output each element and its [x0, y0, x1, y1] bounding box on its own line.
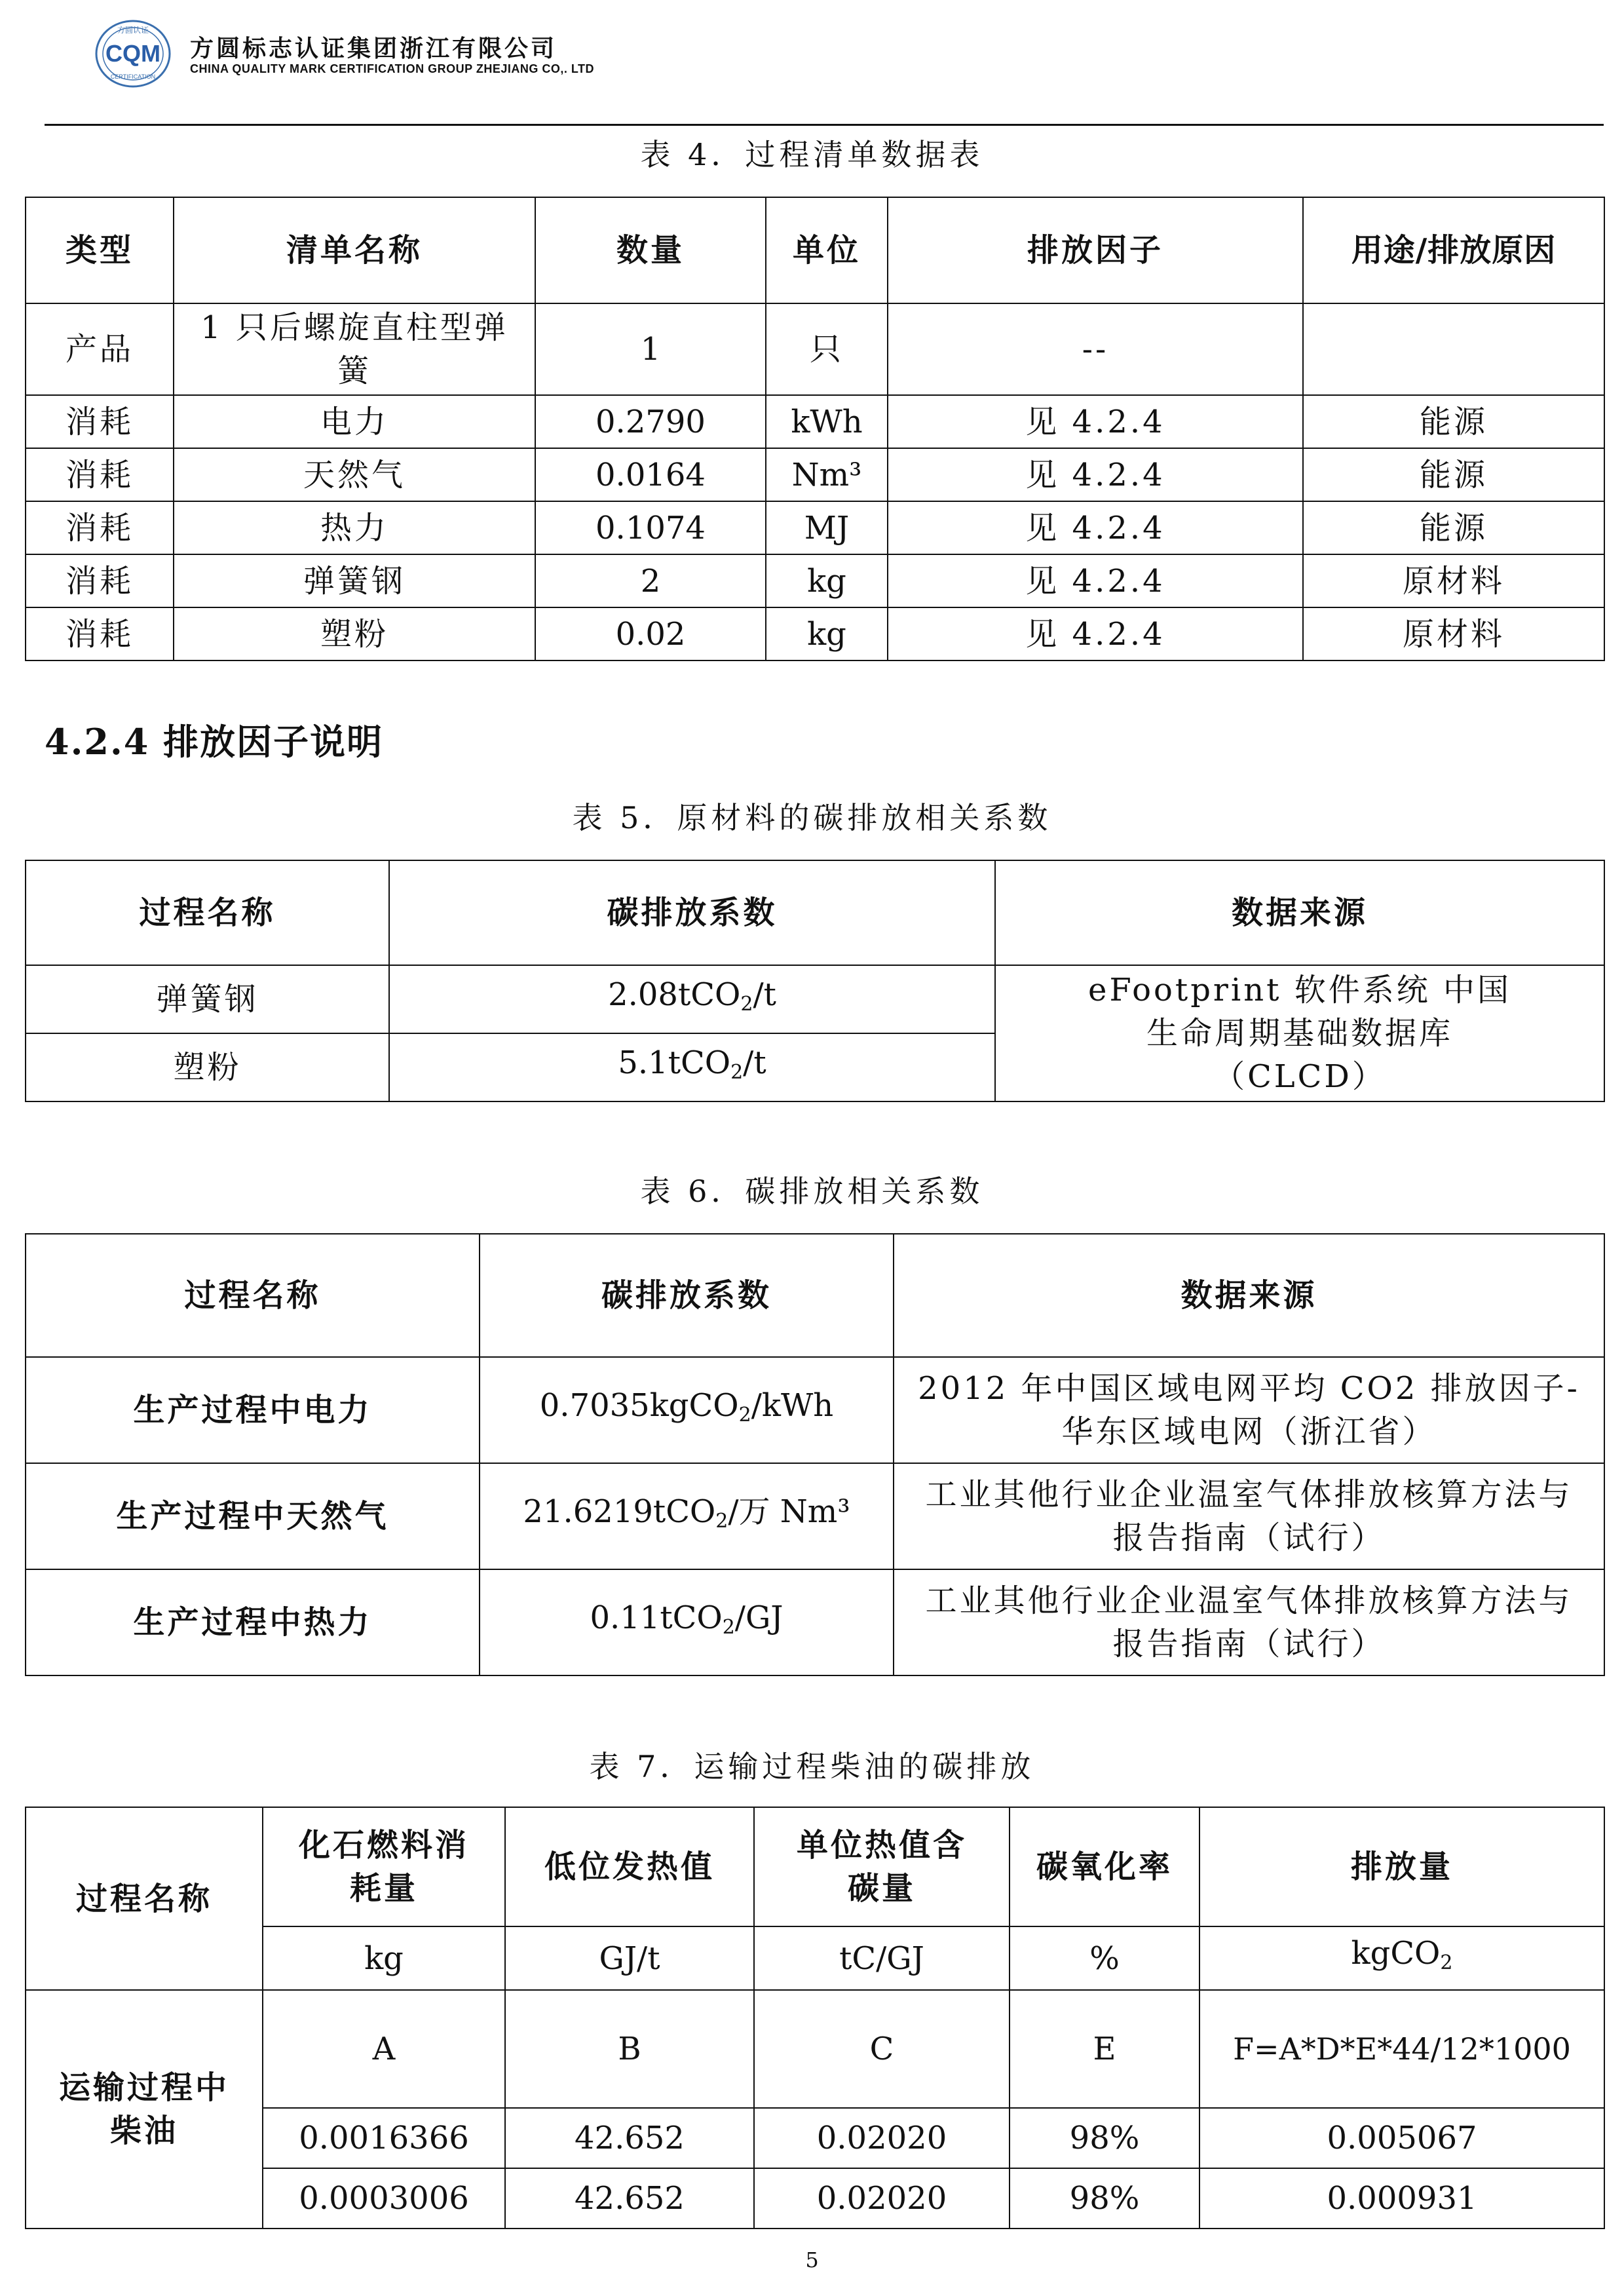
table-row: [26, 448, 1604, 501]
table-cell: 1 只后螺旋直柱型弹簧: [174, 303, 535, 395]
table4-header-cell: 单位: [766, 197, 888, 303]
coef-text: 5.1tCO: [618, 1044, 731, 1081]
table6-header-cell: 碳排放系数: [480, 1234, 894, 1357]
table-cell: 0.02: [535, 607, 766, 660]
table-cell: 0.02020: [754, 2168, 1010, 2229]
company-name-cn: 方圆标志认证集团浙江有限公司: [190, 35, 557, 62]
table-cell: 0.1074: [535, 501, 766, 554]
table6-header-cell: 数据来源: [894, 1234, 1604, 1357]
table4-header-cell: 数量: [535, 197, 766, 303]
table-cell: 能源: [1303, 448, 1604, 501]
table-cell: 见 4.2.4: [888, 607, 1303, 660]
table-row: [26, 607, 1604, 660]
coef-text: 0.11tCO: [590, 1599, 723, 1636]
table-cell: 98%: [1010, 2108, 1199, 2168]
table-cell: kg: [766, 607, 888, 660]
unit-cell: tC/GJ: [754, 1926, 1010, 1990]
table6-caption: 表 6．碳排放相关系数: [640, 1174, 984, 1209]
table-cell: Nm³: [766, 448, 888, 501]
subscript: 2: [722, 1615, 735, 1639]
table7-header-cell: 化石燃料消耗量: [263, 1807, 505, 1926]
subscript: 2: [715, 1509, 728, 1533]
emission-coefficient: [389, 1033, 995, 1101]
table-cell: 消耗: [26, 395, 174, 448]
symbol-cell: C: [754, 1990, 1010, 2108]
table4-header-cell: 排放因子: [888, 197, 1303, 303]
table4-header-cell: 清单名称: [174, 197, 535, 303]
table-row: [26, 2168, 1604, 2229]
data-source-cell: 工业其他行业企业温室气体排放核算方法与报告指南（试行）: [894, 1463, 1604, 1569]
table7-header-cell: 单位热值含碳量: [754, 1807, 1010, 1926]
subscript: 2: [738, 1403, 751, 1426]
table-cell: 生产过程中电力: [26, 1357, 480, 1463]
page-number: 5: [805, 2248, 819, 2272]
subscript: 2: [1440, 1951, 1453, 1974]
table-cell: 2: [535, 554, 766, 607]
table-cell: 见 4.2.4: [888, 395, 1303, 448]
table-cell: 98%: [1010, 2168, 1199, 2229]
emission-coefficient: [480, 1463, 894, 1569]
data-source-cell: eFootprint 软件系统 中国生命周期基础数据库（CLCD）: [995, 965, 1604, 1101]
table4-caption: 表 4．过程清单数据表: [640, 137, 984, 172]
table-row: [26, 965, 1604, 1033]
table-cell: 0.0164: [535, 448, 766, 501]
symbol-cell: A: [263, 1990, 505, 2108]
table-cell: 见 4.2.4: [888, 554, 1303, 607]
table-cell: 1: [535, 303, 766, 395]
table-row: [26, 1569, 1604, 1675]
table-cell: 电力: [174, 395, 535, 448]
coef-unit: /t: [753, 976, 776, 1013]
table6: [25, 1233, 1605, 1676]
table-cell: 0.005067: [1199, 2108, 1604, 2168]
table-cell: 0.2790: [535, 395, 766, 448]
subscript: 2: [730, 1060, 744, 1084]
table-cell: 能源: [1303, 395, 1604, 448]
table-cell: 0.0003006: [263, 2168, 505, 2229]
emission-coefficient: [389, 965, 995, 1033]
table5-header-cell: 数据来源: [995, 860, 1604, 965]
company-logo: [84, 18, 182, 89]
coef-text: 21.6219tCO: [523, 1493, 716, 1530]
table-cell: kg: [766, 554, 888, 607]
company-name-en: CHINA QUALITY MARK CERTIFICATION GROUP ZHEJIANG CO,. LTD: [190, 62, 594, 75]
table-cell: 42.652: [505, 2108, 754, 2168]
unit-cell: %: [1010, 1926, 1199, 1990]
table-cell: --: [888, 303, 1303, 395]
formula-cell: F=A*D*E*44/12*1000: [1199, 1990, 1604, 2108]
symbol-cell: E: [1010, 1990, 1199, 2108]
table-cell: 0.02020: [754, 2108, 1010, 2168]
table4-header-row: [26, 197, 1604, 303]
table-row: [26, 1463, 1604, 1569]
table-cell: 0.0016366: [263, 2108, 505, 2168]
table-cell: 弹簧钢: [26, 965, 389, 1033]
coef-text: 2.08tCO: [608, 976, 741, 1013]
table-cell: 消耗: [26, 607, 174, 660]
coef-unit: /万 Nm³: [728, 1493, 850, 1530]
table-cell: 原材料: [1303, 554, 1604, 607]
table-row: [26, 554, 1604, 607]
table-cell: 原材料: [1303, 607, 1604, 660]
unit-text: kgCO: [1351, 1935, 1441, 1972]
table-cell: 塑粉: [174, 607, 535, 660]
table-cell: 弹簧钢: [174, 554, 535, 607]
table5-header-row: [26, 860, 1604, 965]
symbol-cell: B: [505, 1990, 754, 2108]
table6-header-row: [26, 1234, 1604, 1357]
table5-header-cell: 过程名称: [26, 860, 389, 965]
unit-cell: kg: [263, 1926, 505, 1990]
logo-ring-bottom: CERTIFICATION: [110, 73, 156, 80]
unit-cell: [1199, 1926, 1604, 1990]
table-row: [26, 1357, 1604, 1463]
table4-header-cell: 类型: [26, 197, 174, 303]
table-cell: 消耗: [26, 501, 174, 554]
logo-text: CQM: [105, 40, 161, 67]
table-row: [26, 501, 1604, 554]
table7-header-cell: 过程名称: [26, 1807, 263, 1990]
data-source-cell: 工业其他行业企业温室气体排放核算方法与报告指南（试行）: [894, 1569, 1604, 1675]
coef-unit: /GJ: [734, 1599, 784, 1636]
table7-unit-row: [26, 1926, 1604, 1990]
table-cell: kWh: [766, 395, 888, 448]
table7-header-cell: 低位发热值: [505, 1807, 754, 1926]
coef-unit: /kWh: [751, 1387, 834, 1424]
table7-caption: 表 7．运输过程柴油的碳排放: [589, 1749, 1035, 1784]
emission-coefficient: [480, 1357, 894, 1463]
table-cell: 塑粉: [26, 1033, 389, 1101]
table-row: [26, 395, 1604, 448]
table7-symbol-row: [26, 1990, 1604, 2108]
table6-header-cell: 过程名称: [26, 1234, 480, 1357]
table-row: [26, 303, 1604, 395]
table-cell: 见 4.2.4: [888, 501, 1303, 554]
table7-row-label: 运输过程中柴油: [26, 1990, 263, 2229]
table-cell: 天然气: [174, 448, 535, 501]
table-cell: MJ: [766, 501, 888, 554]
table7-header-row: [26, 1807, 1604, 1926]
table4-header-cell: 用途/排放原因: [1303, 197, 1604, 303]
table-cell: 0.000931: [1199, 2168, 1604, 2229]
table5-header-cell: 碳排放系数: [389, 860, 995, 965]
table-cell: 产品: [26, 303, 174, 395]
table-cell: 消耗: [26, 554, 174, 607]
table-cell: 热力: [174, 501, 535, 554]
table-cell: 消耗: [26, 448, 174, 501]
unit-cell: GJ/t: [505, 1926, 754, 1990]
subscript: 2: [740, 992, 753, 1016]
header-divider: [45, 124, 1604, 126]
table-cell: 生产过程中热力: [26, 1569, 480, 1675]
table7-header-cell: 排放量: [1199, 1807, 1604, 1926]
table-row: [26, 2108, 1604, 2168]
table-cell: 只: [766, 303, 888, 395]
section-heading: 4.2.4 排放因子说明: [45, 721, 384, 763]
table-cell: [1303, 303, 1604, 395]
table5-caption: 表 5．原材料的碳排放相关系数: [572, 800, 1052, 835]
coef-text: 0.7035kgCO: [539, 1387, 739, 1424]
table7: [25, 1807, 1605, 2229]
logo-ring-top: 方圆认证: [117, 26, 149, 35]
table-cell: 42.652: [505, 2168, 754, 2229]
table4: [25, 197, 1605, 661]
table5: [25, 860, 1605, 1102]
table-cell: 见 4.2.4: [888, 448, 1303, 501]
table7-header-cell: 碳氧化率: [1010, 1807, 1199, 1926]
table-cell: 生产过程中天然气: [26, 1463, 480, 1569]
data-source-cell: 2012 年中国区域电网平均 CO2 排放因子-华东区域电网（浙江省）: [894, 1357, 1604, 1463]
emission-coefficient: [480, 1569, 894, 1675]
coef-unit: /t: [743, 1044, 766, 1081]
table-cell: 能源: [1303, 501, 1604, 554]
